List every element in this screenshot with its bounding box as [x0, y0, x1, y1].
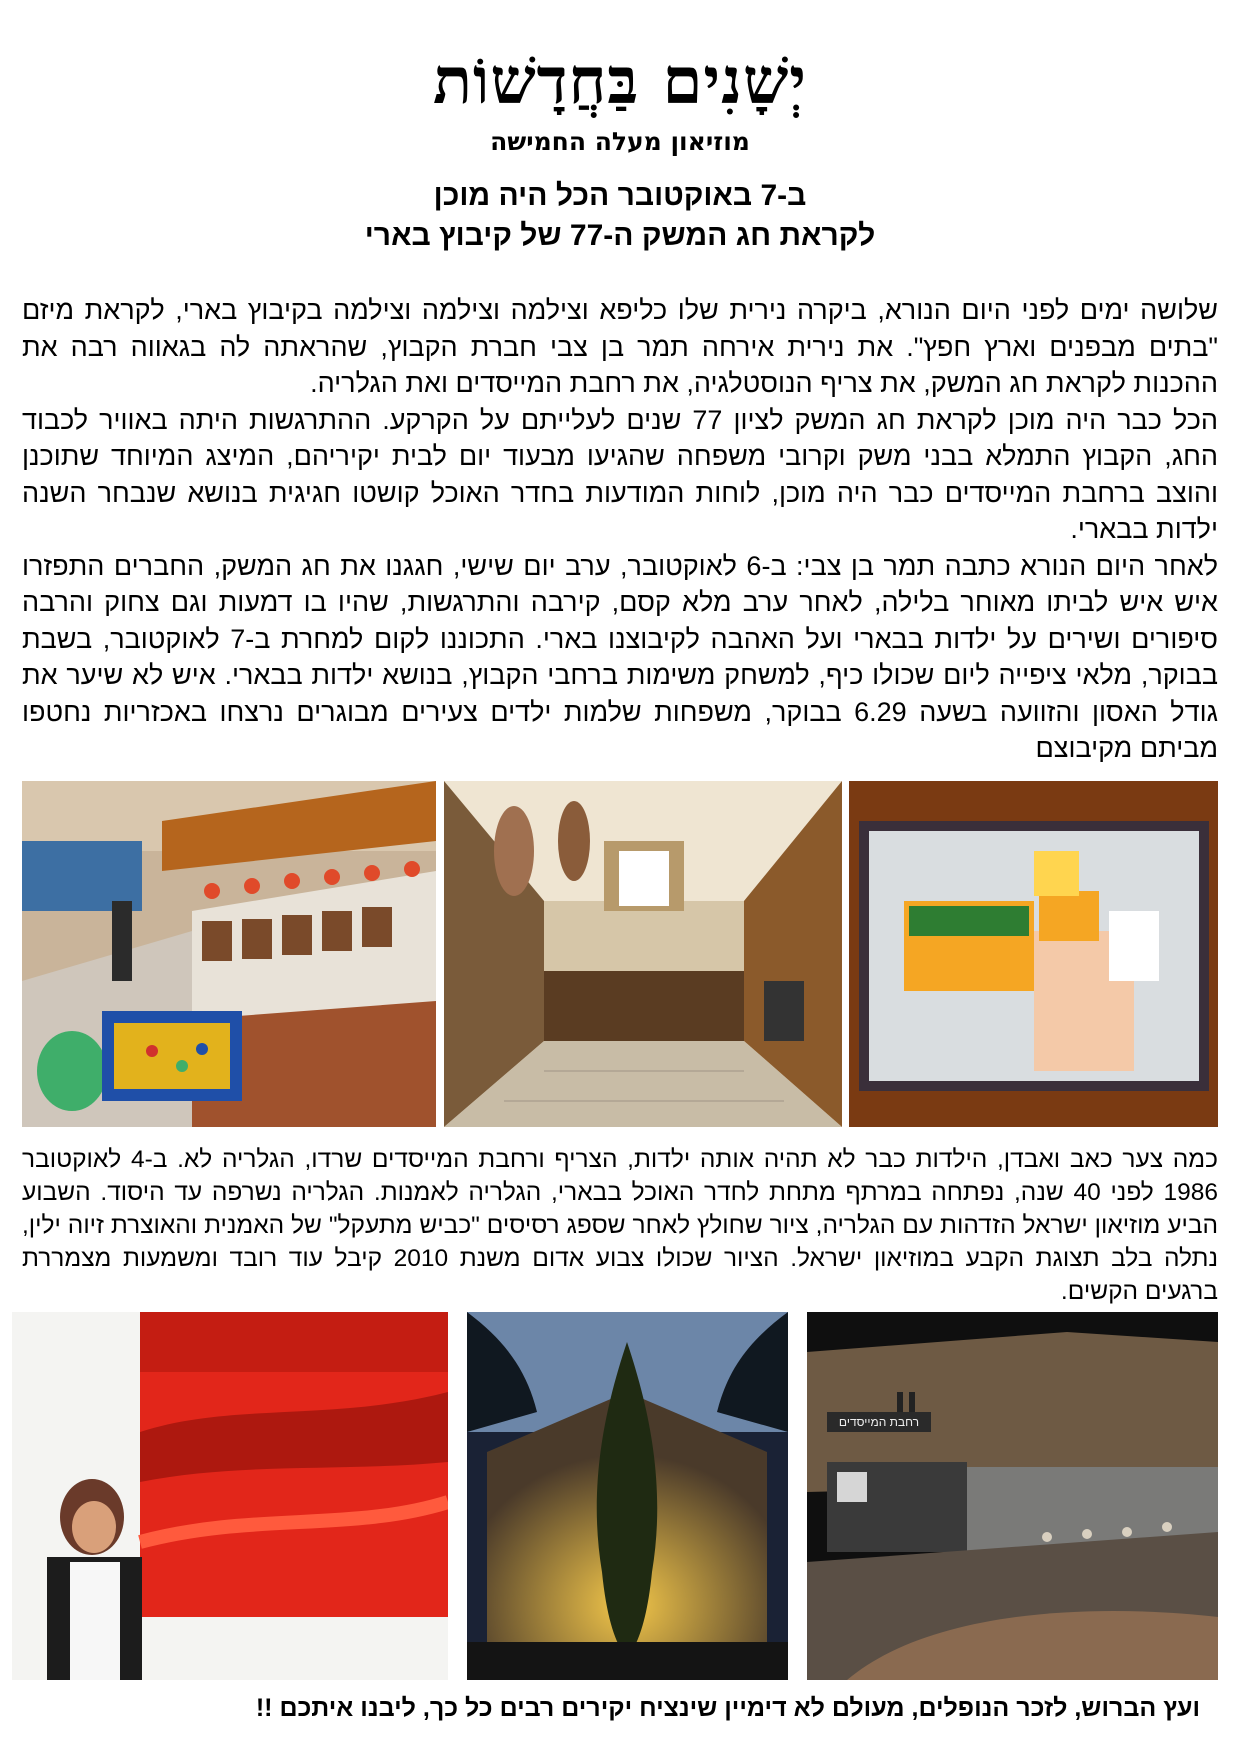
photo-cypress-tree: [467, 1312, 788, 1680]
paragraph-4: כמה צער כאב ואבדן, הילדות כבר לא תהיה אותה ילדות, הצריף ורחבת המייסדים שרדו, הגלריה לא. ב-4 לאוקטובר 1986 לפני 40 שנה, נפתחה במרתף מתחת לחדר האוכל בבארי, הגלריה לאמנות. הגלריה נשרפה עד היסוד. השבוע הביע מוזיאון ישראל הזדהות עם הגלריה, ציור שחולץ לאחר שספג רסיסים "כביש מתעקל" של האמנית והאוצרת זיוה ילין, נתלה בלב תצוגת הקבע במוזיאון ישראל. הציור שכולו צבוע אדום משנת 2010 קיבל עוד רובד ומשמעות מצמררת ברגעים הקשים.: [22, 1146, 1218, 1305]
closing-line: ועץ הברוש, לזכר הנופלים, מעולם לא דימיין שינציח יקירים רבים כל כך, ליבנו איתכם !!: [255, 1694, 1200, 1722]
headline-line-1: ב-7 באוקטובר הכל היה מוכן: [433, 179, 807, 212]
article-body-bottom: [22, 1143, 1218, 1308]
masthead-subtitle: מוזיאון מעלה החמישה: [490, 127, 750, 156]
paragraph-2: הכל כבר היה מוכן לקראת חג המשק לציון 77 שנים לעלייתם על הקרקע. ההתרגשות היתה באוויר לכבוד החג, הקבוץ התמלא בבני משק וקרובי משפחה שהגיעו מבעוד יום לבית יקיריהם, המיצג המיוחד שתוכנן והוצב ברחבת המייסדים כבר היה מוכן, לוחות המודעות בחדר האוכל קושטו חגיגית בנושא שנבחר השנה ילדות בבארי.: [22, 404, 1218, 544]
photo-red-painting: [12, 1312, 448, 1680]
headline: [0, 176, 1240, 256]
article-body-top: [22, 292, 1218, 767]
photo-nostalgia-hut: [444, 781, 842, 1127]
paragraph-3: לאחר היום הנורא כתבה תמר בן צבי: ב-6 לאוקטובר, ערב יום שישי, חגגנו את חג המשק, החברים התפזרו איש איש לביתו מאוחר בלילה, לאחר ערב מלא קסם, קירבה והתרגשות, שהיו בו דמעות וגם צחוק והרבה סיפורים ושירים על ילדות בבארי ועל האהבה לקיבוצנו בארי. התכוננו לקום למחרת ב-7 לאוקטובר, בשבת בבוקר, מלאי ציפייה ליום שכולו כיף, למשחק משימות ברחבי הקבוץ, בנושא ילדות בבארי. איש לא שיער את גודל האסון והזוועה בשעה 6.29 בבוקר, משפחות שלמות ילדים צעירים מבוגרים נרצחו באכזריות נחטפו מביתם מקיבוצם: [22, 550, 1219, 763]
masthead: [0, 40, 1240, 158]
headline-line-2: לקראת חג המשק ה-77 של קיבוץ בארי: [364, 219, 876, 252]
photo-founders-square-night: [807, 1312, 1218, 1680]
founders-square-sign: רחבת המייסדים: [827, 1412, 931, 1432]
paragraph-1: שלושה ימים לפני היום הנורא, ביקרה נירית שלו כליפא וצילמה וצילמה וצילמה בקיבוץ בארי, לקראת מיזם "בתים מבפנים וארץ חפץ". את נירית אירחה תמר בן צבי חברת הקבוץ, שהראתה לה בגאווה רבה את ההכנות לקראת חג המשק, את צריף הנוסטלגיה, את רחבת המייסדים ואת הגלריה.: [22, 295, 1218, 398]
masthead-title: יְשָׁנִים בַּחֲדָשׁוֹת: [432, 44, 808, 119]
photo-dining-hall-exhibition: [22, 781, 436, 1127]
photo-notice-board: [849, 781, 1218, 1127]
